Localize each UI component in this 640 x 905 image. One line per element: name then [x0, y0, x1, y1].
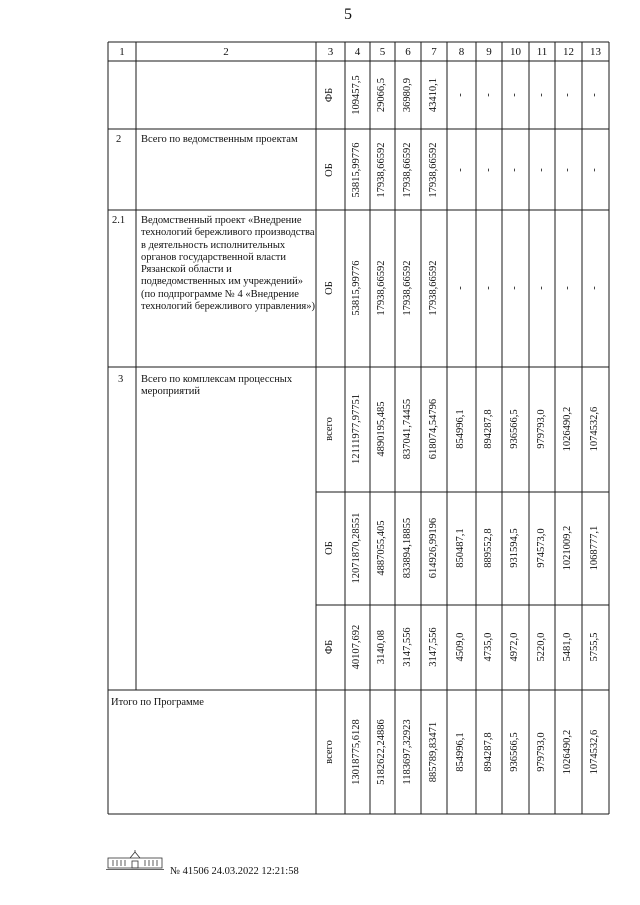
value-cell: 4509,0 — [455, 632, 466, 662]
value-cell: 894287,8 — [483, 409, 494, 449]
header-cell: 10 — [510, 46, 521, 58]
value-cell: - — [455, 286, 466, 290]
value-cell: 894287,8 — [483, 732, 494, 772]
value-cell: 17938,66592 — [402, 142, 413, 198]
value-cell: - — [483, 93, 494, 97]
header-cell: 5 — [379, 46, 386, 58]
value-cell: - — [509, 168, 520, 172]
value-cell: 29066,5 — [376, 77, 387, 113]
value-cell: - — [455, 168, 466, 172]
value-cell: 53815,99776 — [351, 142, 362, 198]
value-cell: 4887055,405 — [376, 520, 387, 576]
value-cell: - — [483, 286, 494, 290]
value-cell: 1026490,2 — [562, 729, 573, 775]
value-cell: 12071870,28551 — [351, 512, 362, 584]
value-cell: 17938,66592 — [402, 260, 413, 316]
value-cell: 1068777,1 — [589, 525, 600, 571]
source-cell: ФБ — [324, 87, 335, 103]
value-cell: 4735,0 — [483, 632, 494, 662]
value-cell: - — [536, 93, 547, 97]
row-number: 3 — [118, 374, 124, 385]
row-name: Всего по комплексам процессных мероприятий — [141, 374, 293, 398]
value-cell: 974573,0 — [536, 528, 547, 568]
value-cell: - — [589, 93, 600, 97]
value-cell: 3147,556 — [428, 627, 439, 667]
header-cell: 2 — [223, 46, 229, 58]
value-cell: - — [509, 93, 520, 97]
value-cell: 618074,54796 — [428, 398, 439, 460]
value-cell: 40107,692 — [351, 624, 362, 670]
value-cell: - — [483, 168, 494, 172]
total-label: Итого по Программе — [111, 697, 204, 708]
value-cell: 5220,0 — [536, 632, 547, 662]
value-cell: 3140,08 — [376, 629, 387, 665]
value-cell: 936566,5 — [509, 732, 520, 772]
value-cell: 36980,9 — [402, 77, 413, 113]
source-cell: всего — [324, 740, 335, 764]
value-cell: 17938,66592 — [376, 260, 387, 316]
value-cell: 17938,66592 — [428, 260, 439, 316]
header-cell: 9 — [486, 46, 492, 58]
value-cell: 1074532,6 — [589, 406, 600, 452]
header-cell: 6 — [405, 46, 411, 58]
value-cell: 1074532,6 — [589, 729, 600, 775]
header-cell: 3 — [327, 46, 334, 58]
source-cell: ФБ — [324, 639, 335, 655]
value-cell: - — [562, 286, 573, 290]
value-cell: 931594,5 — [509, 528, 520, 568]
source-cell: ОБ — [324, 163, 335, 177]
header-cell: 4 — [354, 46, 361, 58]
value-cell: 833894,18855 — [402, 517, 413, 579]
value-cell: 3147,556 — [402, 627, 413, 667]
source-cell: всего — [324, 417, 335, 441]
row-name: Ведомственный проект «Внедрение технологий бережливого производства в деятельность исполнительных органов государственной власти Рязанской области и подведомственных им учреждений» (по подпрограмме № 4 «Внедрение технологий бережливого управления») — [141, 215, 316, 313]
value-cell: 17938,66592 — [428, 142, 439, 198]
value-cell: 1026490,2 — [562, 406, 573, 452]
value-cell: 979793,0 — [536, 409, 547, 449]
value-cell: 885789,83471 — [428, 721, 439, 783]
header-cell: 11 — [536, 46, 548, 58]
header-cell: 13 — [590, 46, 601, 58]
value-cell: 4890195,485 — [376, 401, 387, 457]
header-cell: 8 — [458, 46, 465, 58]
value-cell: 109457,5 — [351, 75, 362, 115]
value-cell: 4972,0 — [509, 632, 520, 662]
value-cell: - — [536, 168, 547, 172]
value-cell: - — [589, 168, 600, 172]
row-number: 2 — [116, 134, 122, 145]
value-cell: 614926,99196 — [428, 517, 439, 579]
source-cell: ОБ — [324, 281, 335, 295]
value-cell: 17938,66592 — [376, 142, 387, 198]
value-cell: - — [562, 168, 573, 172]
value-cell: - — [536, 286, 547, 290]
header-cell: 12 — [563, 46, 574, 58]
building-logo-icon — [106, 849, 164, 871]
value-cell: 936566,5 — [509, 409, 520, 449]
value-cell: 837041,74455 — [402, 398, 413, 460]
value-cell: 850487,1 — [455, 528, 466, 568]
value-cell: - — [589, 286, 600, 290]
value-cell: 1183697,32923 — [402, 719, 413, 785]
value-cell: - — [562, 93, 573, 97]
value-cell: 854996,1 — [455, 409, 466, 449]
value-cell: 12111977,97751 — [351, 393, 362, 465]
value-cell: 854996,1 — [455, 732, 466, 772]
value-cell: - — [509, 286, 520, 290]
page-number: 5 — [344, 6, 352, 23]
value-cell: 5182622,24886 — [376, 719, 387, 785]
value-cell: 43410,1 — [428, 77, 439, 113]
value-cell: 1021009,2 — [562, 525, 573, 571]
source-cell: ОБ — [324, 541, 335, 555]
row-number: 2.1 — [112, 215, 126, 226]
value-cell: 5481,0 — [562, 632, 573, 662]
value-cell: 13018775,6128 — [351, 719, 362, 785]
value-cell: 979793,0 — [536, 732, 547, 772]
value-cell: 53815,99776 — [351, 260, 362, 316]
header-cell: 7 — [431, 46, 437, 58]
value-cell: 889552,8 — [483, 528, 494, 568]
value-cell: 5755,5 — [589, 632, 600, 662]
row-name: Всего по ведомственным проектам — [141, 134, 298, 145]
registration-stamp: № 41506 24.03.2022 12:21:58 — [170, 866, 299, 877]
header-cell: 1 — [119, 46, 125, 58]
value-cell: - — [455, 93, 466, 97]
